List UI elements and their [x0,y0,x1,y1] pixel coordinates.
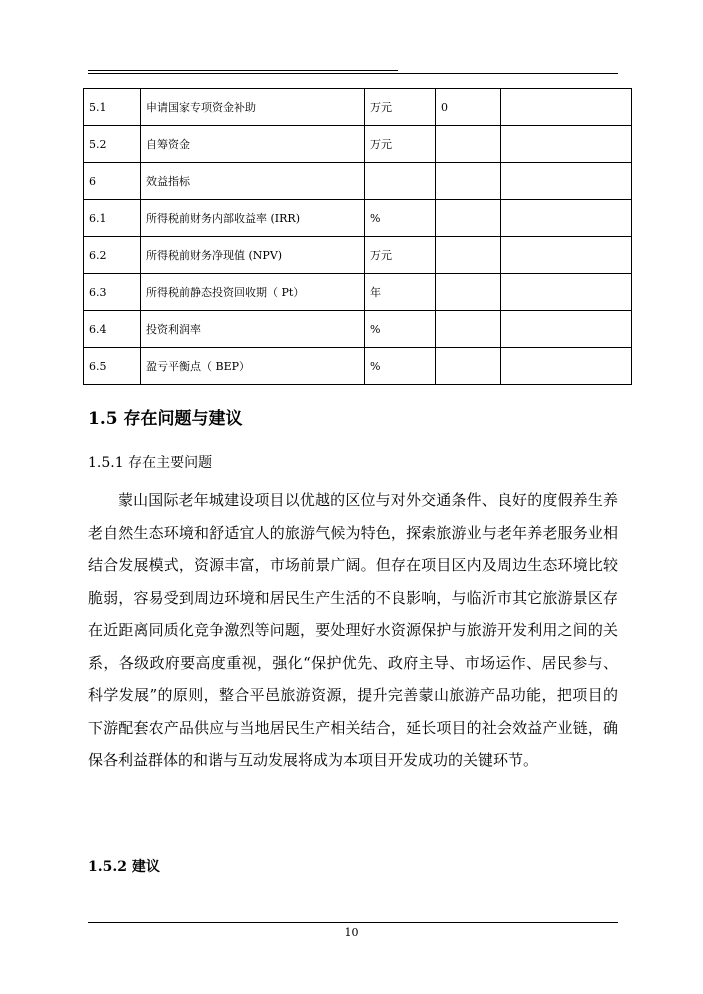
row-number: 5.2 [84,126,141,163]
note-cell [501,237,632,274]
unit-cell: % [365,200,436,237]
value-cell [436,348,501,385]
table-row [84,311,632,348]
header-rule-short [88,70,398,71]
body-paragraph [88,484,618,777]
section-heading: 1.5 存在问题与建议 [88,409,243,429]
note-cell [501,126,632,163]
header-rule-long [88,73,618,74]
table-row [84,348,632,385]
table-row [84,89,632,126]
unit-cell [365,163,436,200]
table-row [84,237,632,274]
value-cell: 0 [436,89,501,126]
note-cell [501,348,632,385]
unit-cell: 年 [365,274,436,311]
value-cell [436,274,501,311]
item-name: 效益指标 [141,163,365,200]
unit-cell: % [365,348,436,385]
note-cell [501,311,632,348]
footer-rule [88,922,618,923]
row-number: 6.2 [84,237,141,274]
note-cell [501,163,632,200]
table-row [84,126,632,163]
unit-cell: 万元 [365,126,436,163]
indicator-table [83,88,632,385]
page-number: 10 [344,926,359,939]
row-number: 6.3 [84,274,141,311]
item-name: 盈亏平衡点（ BEP） [141,348,365,385]
value-cell [436,163,501,200]
item-name: 申请国家专项资金补助 [141,89,365,126]
unit-cell: 万元 [365,237,436,274]
table-row [84,200,632,237]
note-cell [501,274,632,311]
table-row [84,163,632,200]
row-number: 6 [84,163,141,200]
value-cell [436,126,501,163]
row-number: 5.1 [84,89,141,126]
value-cell [436,200,501,237]
row-number: 6.1 [84,200,141,237]
table-row [84,274,632,311]
unit-cell: % [365,311,436,348]
note-cell [501,200,632,237]
value-cell [436,237,501,274]
subsection-heading-suggestions: 1.5.2 建议 [88,859,160,875]
unit-cell: 万元 [365,89,436,126]
item-name: 所得税前财务内部收益率 (IRR) [141,200,365,237]
item-name: 投资利润率 [141,311,365,348]
row-number: 6.4 [84,311,141,348]
row-number: 6.5 [84,348,141,385]
item-name: 所得税前财务净现值 (NPV) [141,237,365,274]
value-cell [436,311,501,348]
item-name: 所得税前静态投资回收期（ Pt） [141,274,365,311]
note-cell [501,89,632,126]
item-name: 自筹资金 [141,126,365,163]
paragraph-text: 蒙山国际老年城建设项目以优越的区位与对外交通条件、良好的度假养生养老自然生态环境和舒适宜人的旅游气候为特色，探索旅游业与老年养老服务业相结合发展模式，资源丰富，市场前景广阔。但存在项目区内及周边生态环境比较脆弱，容易受到周边环境和居民生产生活的不良影响，与临沂市其它旅游景区存在近距离同质化竞争激烈等问题，要处理好水资源保护与旅游开发利用之间的关系，各级政府要高度重视，强化“保护优先、政府主导、市场运作、居民参与、科学发展”的原则，整合平邑旅游资源，提升完善蒙山旅游产品功能，把项目的下游配套农产品供应与当地居民生产相关结合，延长项目的社会效益产业链，确保各利益群体的和谐与互动发展将成为本项目开发成功的关键环节。 [88,491,618,769]
subsection-heading-problems: 1.5.1 存在主要问题 [88,455,213,471]
